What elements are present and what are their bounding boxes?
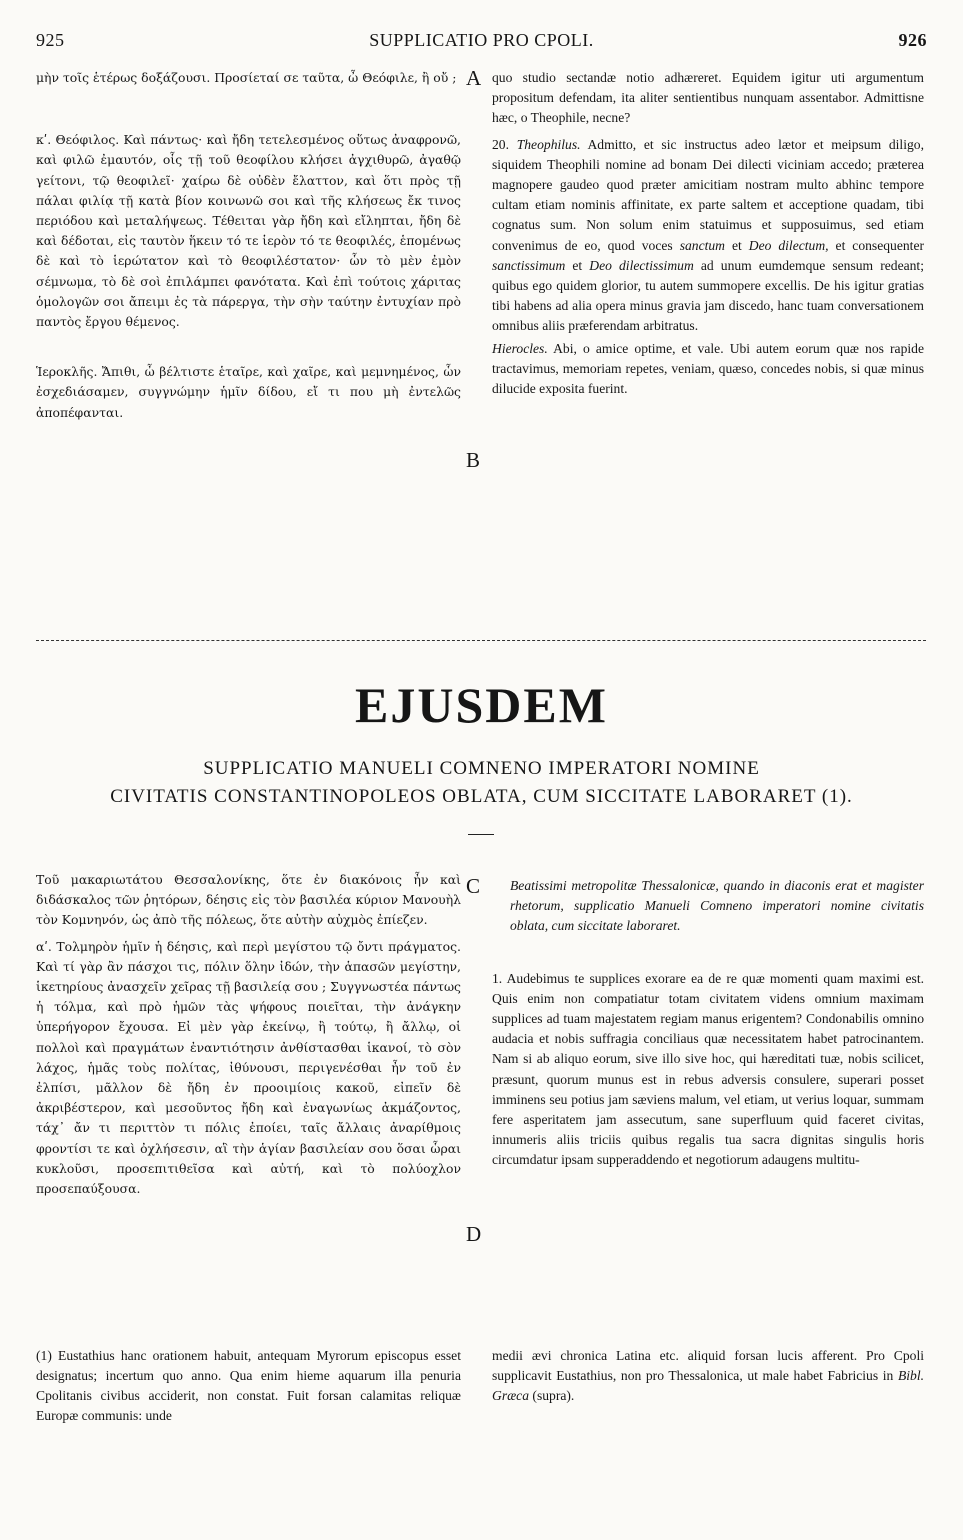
latin-paragraph: quo studio sectandæ notio adhæreret. Equidem igitur uti argumentum propositum defendam, ita aliter sentientibus nunquam assentabor. Admittisne hæc, o Theophile, necne? bbox=[492, 70, 924, 126]
latin-paragraph: 1. Audebimus te supplices exorare ea de re quæ momenti quam maximi est. Quis enim non compatiatur totam civitatem videns omnium maximam supplices ad tuam majestatem regiam manus erigentem? Condonabilis omnino audacia et nobis suffragia conciliaus quæ necessitatem habet patrocinantem. Nam si ab aliquo eorum, sive illo sive hoc, qui hæreditati tuæ, nobis scilicet, præsunt, quorum munus est in rebus adversis consulere, superari posset imminens seu potius jam sæviens malum, vel etiam, ut verius loquar, summam fere asperitatem jam assecutum, sane superfluum quid faceret civitas, innumeris aliis triciis quibus regalis tua sacra dignitas singulis horis circumdatur ipsam supperaddendo et negotiorum adaugens multitu- bbox=[492, 970, 924, 1168]
speaker-hierocles: Hierocles. bbox=[492, 340, 548, 356]
greek-intro: Τοῦ μακαριωτάτου Θεσσαλονίκης, ὅτε ἐν διακόνοις ἦν καὶ διδάσκαλος τῶν ῥητόρων, δέησις εἰς τὸν βασιλέα κύριον Μανουὴλ τὸν Κομνηνόν, ὡς ἀπὸ τῆς πόλεως, ὅτε αὐτὴν αὐχμὸς ἐπίεζεν. bbox=[36, 872, 461, 928]
page-number-left: 925 bbox=[36, 30, 65, 50]
margin-marker-b: B bbox=[466, 448, 481, 472]
section-separator bbox=[36, 640, 926, 641]
speaker-theophilus: Theophilus. bbox=[516, 136, 581, 152]
greek-column-bottom bbox=[36, 870, 461, 1199]
section-number: 20. bbox=[492, 136, 509, 152]
title-rule bbox=[468, 834, 494, 835]
latin-column-bottom bbox=[492, 876, 924, 1171]
margin-marker-d: D bbox=[466, 1222, 482, 1246]
latin-paragraph: Hierocles. Abi, o amice optime, et vale. Ubi autem eorum quæ nos rapide tractavimus, memoriam repetes, veniam, quæso, concedes nobis, si quæ minus dilucide exposita fuerint. bbox=[492, 340, 924, 397]
latin-intro: Beatissimi metropolitæ Thessalonicæ, quando in diaconis erat et magister rhetorum, supplicatio Manueli Comneno imperatori nomine civitatis oblata, cum siccitate laboraret. bbox=[510, 878, 924, 934]
running-title: SUPPLICATIO PRO CPOLI. bbox=[369, 30, 594, 50]
section-title: EJUSDEM bbox=[355, 677, 608, 733]
running-header bbox=[36, 30, 927, 56]
greek-paragraph: κʹ. Θεόφιλος. Καὶ πάντως· καὶ ἤδη τετελεσμένος οὕτως ἀναφρονῶ, καὶ φιλῶ ἐμαυτόν, οἷς τῇ τοῦ θεοφίλου κλήσει ἀγχιθυρῶ, ἀγαθῷ γείτονι, τῷ θεοφιλεῖ· χαίρω δὲ οὐδὲν ἔλαττον, καὶ ὅτι πρὸς τῇ πάλαι φιλίᾳ τῇ κατὰ βίον κοινωνῶ σοι καὶ τῆς κλήσεως ἔκ τινος περιόδου καὶ μεταλήψεως. Τέθειται γὰρ ἤδη καὶ εἴληπται, ἤδη δὲ καὶ δέδοται, εἰς ταυτὸν ἥκειν τό τε ἱερὸν τό τε θεοφιλές, ἑπομένως δὲ καὶ τὸ ἱερώτατον καὶ τὸ θεοφιλέστατον· ὧν τὸ μὲν ἐμὸν σέμνωμα, τὸ δὲ σοὶ ἐπιλάμπει φανότατα. Καὶ ἐπὶ τούτοις χάριτας ὁμολογῶν σοι ἄπειμι ἐς τὰ πάρεργα, τὴν σὴν ταύτην ἐντυχίαν πρὸ παντὸς ἔργου θέμενος. bbox=[36, 132, 461, 330]
greek-paragraph: μὴν τοῖς ἑτέρως δοξάζουσι. Προσίεταί σε ταῦτα, ὦ Θεόφιλε, ἢ οὔ ; bbox=[36, 70, 457, 85]
section-subtitle-line-2: CIVITATIS CONSTANTINOPOLEOS OBLATA, CUM SICCITATE LABORARET (1). bbox=[110, 786, 853, 807]
footnote-left: (1) Eustathius hanc orationem habuit, antequam Myrorum episcopus esset designatus; incertum quo anno. Qua enim hieme aquarum illa penuria Cpolitanis civibus acciderit, non constat. Fuit forsan calamitas reliquæ Europæ communis: unde bbox=[36, 1348, 461, 1423]
latin-paragraph: 20. Theophilus. Admitto, et sic instructus adeo lætor et meipsum diligo, siquidem Theophili nomine ad bonam Dei dilecti viciniam accedo; præterea magnopere gaudeo quod præter amicitiam nostram multo abhinc tempore cultam etiam nominis affinitate, ex parte saltem et acceptione quadam, tibi cognatus sum. Non solum enim statuimus et supposuimus, sed etiam convenimus de eo, quod voces sanctum et Deo dilectum, et consequenter sanctissimum et Deo dilectissimum ad unum eumdemque sensum redeant; quibus ego quidem glorior, tu autem summopere excellis. De his igitur gratias tibi habens ad alia opera minus gravia jam discedo, hanc tuam conversationem omnibus aliis præferendam arbitratus. bbox=[492, 136, 925, 334]
latin-column-top bbox=[492, 68, 924, 399]
greek-paragraph: Ἱεροκλῆς. Ἄπιθι, ὦ βέλτιστε ἑταῖρε, καὶ χαῖρε, καὶ μεμνημένος, ὧν ἐσχεδιάσαμεν, συγγνώμην ἡμῖν δίδου, εἴ τι που μὴ ἐντελῶς ἀποπέφανται. bbox=[36, 364, 461, 420]
footnote-right: medii ævi chronica Latina etc. aliquid forsan lucis afferent. Pro Cpoli supplicavit Eustathius, non pro Thessalonica, ut male habet Fabricius in Bibl. Græca (supra). bbox=[492, 1348, 924, 1403]
margin-marker-a: A bbox=[466, 66, 482, 90]
page-number-right: 926 bbox=[898, 30, 927, 50]
greek-column-top bbox=[36, 68, 461, 423]
greek-paragraph: αʹ. Τολμηρὸν ἡμῖν ἡ δέησις, καὶ περὶ μεγίστου τῷ ὄντι πράγματος. Καὶ τί γὰρ ἂν πάσχοι τις, πόλιν ὅλην ἰδών, τὴν ἁπασῶν μεγίστην, ἱκετηρίους ἀνασχεῖν χεῖρας τῇ βασιλείᾳ σου ; Συγγνωστέα πάντως ἡ τόλμα, καὶ πρὸ ἡμῶν τὰς ψήφους ποιεῖται, τὴν ἀνάγκην ὑπερήγορον ἔχουσα. Εἰ μὲν γὰρ ἐκείνῳ, ἢ τούτῳ, ἢ ἄλλῳ, οἱ πολλοὶ καὶ πραγμάτων ἐναντιότησιν ἀνθίστασθαι ἱκανοί, τὸ σὸν λάχος, ἡμᾶς τοὺς πολίτας, ἰθύνουσι, περιγενέσθαι ἦν τοῦ ἐν ἐλπίσι, μᾶλλον δὲ ἤδη ἐν προοιμίοις κακοῦ, εἰπεῖν δὲ ἀκριβέστερον, καὶ μεσοῦντος ἤδη καὶ ἐναγωνίως ἀκμάζοντος, τάχ᾽ ἄν τι περιττὸν τι πόλις ἐποίει, ταῖς ἄλλαις ἀναρίθμοις φροντίσι τε καὶ ὀχλήσεσιν, αἳ τὴν ἁγίαν βασιλείαν σου ὅσαι ὧραι κυκλοῦσι, προσεπιτιθεῖσα καὶ αὐτή, καὶ τὸ πολύοχλον προσεπαύξουσα. bbox=[36, 938, 461, 1197]
section-subtitle-line-1: SUPPLICATIO MANUELI COMNENO IMPERATORI NOMINE bbox=[203, 758, 760, 779]
margin-marker-c: C bbox=[466, 874, 481, 898]
